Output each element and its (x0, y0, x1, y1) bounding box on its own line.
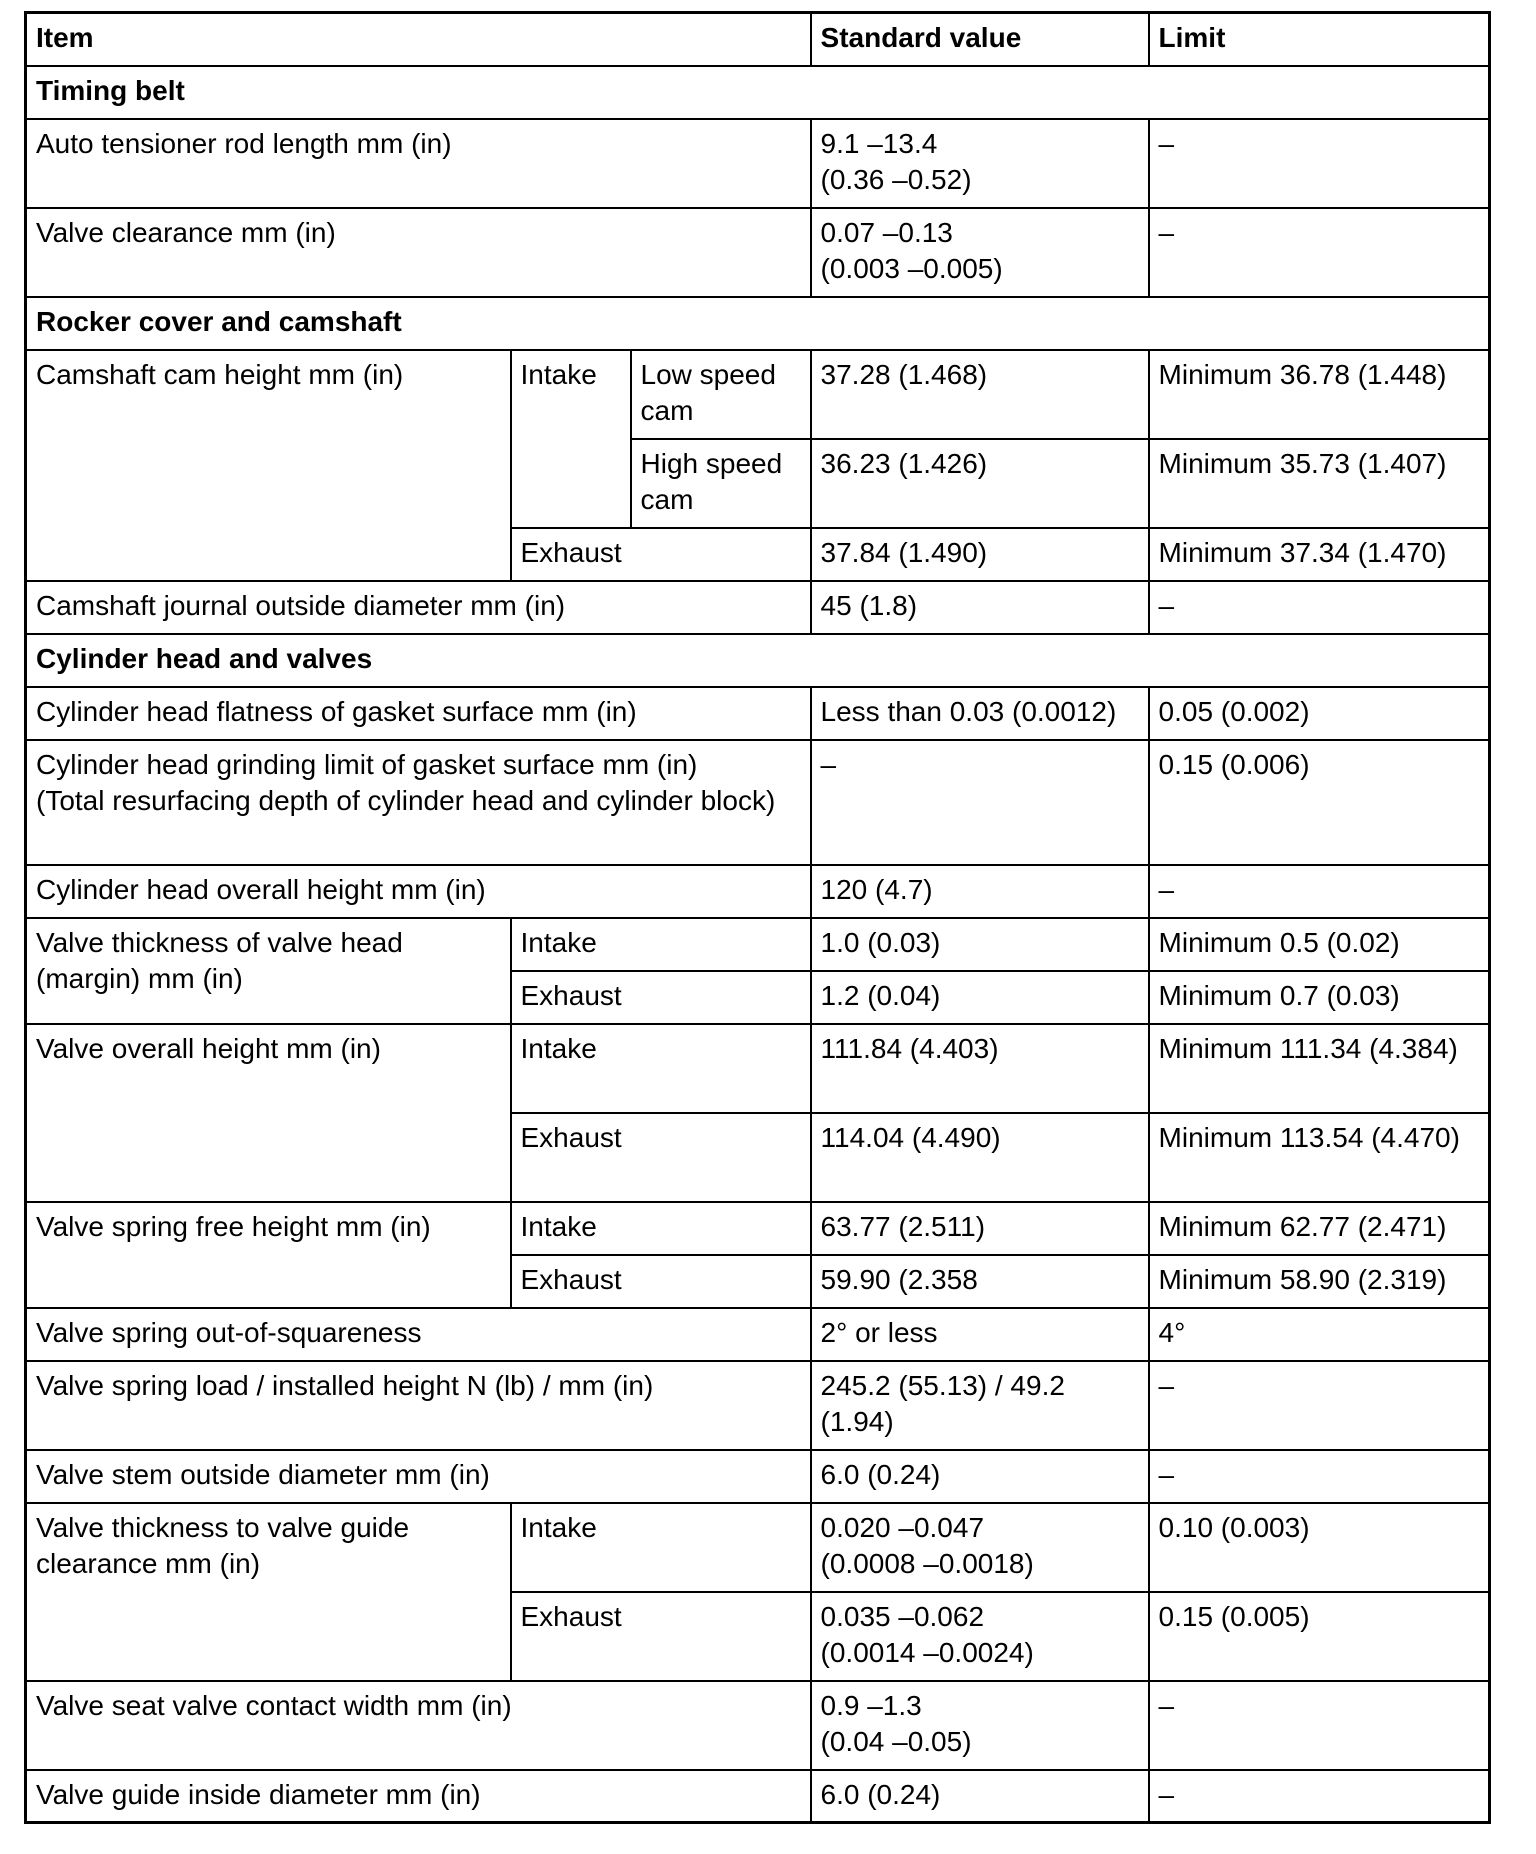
row-limit: – (1149, 208, 1490, 297)
row-item: Auto tensioner rod length mm (in) (26, 119, 811, 208)
row-item: Cylinder head grinding limit of gasket surface mm (in) (Total resurfacing depth of cylinder head and cylinder block) (26, 740, 811, 865)
row-subsubitem: Low speed cam (631, 350, 811, 439)
row-standard: 37.84 (1.490) (811, 528, 1149, 581)
row-limit: Minimum 62.77 (2.471) (1149, 1202, 1490, 1255)
row-limit: – (1149, 1681, 1490, 1770)
section-row (26, 634, 1490, 687)
row-limit: Minimum 0.7 (0.03) (1149, 971, 1490, 1024)
row-subitem: Exhaust (511, 971, 811, 1024)
row-limit: Minimum 37.34 (1.470) (1149, 528, 1490, 581)
header-limit: Limit (1149, 13, 1490, 66)
row-item: Valve seat valve contact width mm (in) (26, 1681, 811, 1770)
table-row (26, 687, 1490, 740)
row-subitem: Intake (511, 918, 811, 971)
row-subitem: Intake (511, 350, 631, 528)
row-standard: 6.0 (0.24) (811, 1770, 1149, 1823)
row-standard: 0.035 –0.062 (0.0014 –0.0024) (811, 1592, 1149, 1681)
row-item: Cylinder head flatness of gasket surface mm (in) (26, 687, 811, 740)
row-item: Valve spring free height mm (in) (26, 1202, 511, 1308)
header-standard-value: Standard value (811, 13, 1149, 66)
row-standard: 245.2 (55.13) / 49.2 (1.94) (811, 1361, 1149, 1450)
header-item: Item (26, 13, 811, 66)
row-limit: – (1149, 119, 1490, 208)
table-row (26, 1681, 1490, 1770)
row-limit: – (1149, 1450, 1490, 1503)
row-standard: 63.77 (2.511) (811, 1202, 1149, 1255)
row-limit: 0.15 (0.006) (1149, 740, 1490, 865)
table-row (26, 740, 1490, 865)
row-limit: – (1149, 581, 1490, 634)
row-standard: 59.90 (2.358 (811, 1255, 1149, 1308)
row-limit: Minimum 113.54 (4.470) (1149, 1113, 1490, 1202)
row-standard: 2° or less (811, 1308, 1149, 1361)
row-subsubitem: High speed cam (631, 439, 811, 528)
row-limit: – (1149, 1770, 1490, 1823)
row-standard: 0.07 –0.13 (0.003 –0.005) (811, 208, 1149, 297)
row-subitem: Intake (511, 1503, 811, 1592)
row-item: Valve stem outside diameter mm (in) (26, 1450, 811, 1503)
section-cylinder-head: Cylinder head and valves (26, 634, 1490, 687)
row-limit: – (1149, 865, 1490, 918)
table-row (26, 350, 1490, 439)
row-limit: 0.15 (0.005) (1149, 1592, 1490, 1681)
table-row (26, 1450, 1490, 1503)
row-item: Valve spring load / installed height N (lb) / mm (in) (26, 1361, 811, 1450)
table-row (26, 1202, 1490, 1255)
section-rocker-cover: Rocker cover and camshaft (26, 297, 1490, 350)
row-subitem: Intake (511, 1202, 811, 1255)
row-item: Valve thickness of valve head (margin) mm (in) (26, 918, 511, 1024)
row-standard: 9.1 –13.4 (0.36 –0.52) (811, 119, 1149, 208)
section-row (26, 297, 1490, 350)
row-limit: Minimum 36.78 (1.448) (1149, 350, 1490, 439)
row-standard: 111.84 (4.403) (811, 1024, 1149, 1113)
table-row (26, 865, 1490, 918)
row-standard: 0.9 –1.3 (0.04 –0.05) (811, 1681, 1149, 1770)
table-row (26, 208, 1490, 297)
row-standard: – (811, 740, 1149, 865)
row-standard: 114.04 (4.490) (811, 1113, 1149, 1202)
header-row (26, 13, 1490, 66)
table-row (26, 1024, 1490, 1113)
row-limit: Minimum 58.90 (2.319) (1149, 1255, 1490, 1308)
row-item: Valve thickness to valve guide clearance mm (in) (26, 1503, 511, 1681)
row-standard: 6.0 (0.24) (811, 1450, 1149, 1503)
row-standard: Less than 0.03 (0.0012) (811, 687, 1149, 740)
table-row (26, 1361, 1490, 1450)
table-row (26, 1308, 1490, 1361)
row-standard: 0.020 –0.047 (0.0008 –0.0018) (811, 1503, 1149, 1592)
row-limit: 0.10 (0.003) (1149, 1503, 1490, 1592)
row-item: Valve overall height mm (in) (26, 1024, 511, 1202)
row-item: Valve spring out-of-squareness (26, 1308, 811, 1361)
row-standard: 36.23 (1.426) (811, 439, 1149, 528)
table-row (26, 581, 1490, 634)
row-limit: Minimum 35.73 (1.407) (1149, 439, 1490, 528)
row-limit: – (1149, 1361, 1490, 1450)
row-standard: 120 (4.7) (811, 865, 1149, 918)
row-subitem: Exhaust (511, 1255, 811, 1308)
row-limit: Minimum 111.34 (4.384) (1149, 1024, 1490, 1113)
row-limit: 4° (1149, 1308, 1490, 1361)
row-item: Cylinder head overall height mm (in) (26, 865, 811, 918)
row-standard: 1.2 (0.04) (811, 971, 1149, 1024)
row-subitem: Exhaust (511, 1592, 811, 1681)
row-subitem: Exhaust (511, 528, 811, 581)
table-row (26, 918, 1490, 971)
row-subitem: Intake (511, 1024, 811, 1113)
row-subitem: Exhaust (511, 1113, 811, 1202)
row-standard: 37.28 (1.468) (811, 350, 1149, 439)
row-standard: 1.0 (0.03) (811, 918, 1149, 971)
section-timing-belt: Timing belt (26, 66, 1490, 119)
row-item: Camshaft cam height mm (in) (26, 350, 511, 581)
spec-table (24, 11, 1491, 1824)
table-row (26, 1503, 1490, 1592)
row-limit: Minimum 0.5 (0.02) (1149, 918, 1490, 971)
row-item: Valve clearance mm (in) (26, 208, 811, 297)
table-row (26, 1770, 1490, 1823)
table-row (26, 119, 1490, 208)
row-standard: 45 (1.8) (811, 581, 1149, 634)
row-item: Valve guide inside diameter mm (in) (26, 1770, 811, 1823)
section-row (26, 66, 1490, 119)
row-item: Camshaft journal outside diameter mm (in) (26, 581, 811, 634)
row-limit: 0.05 (0.002) (1149, 687, 1490, 740)
